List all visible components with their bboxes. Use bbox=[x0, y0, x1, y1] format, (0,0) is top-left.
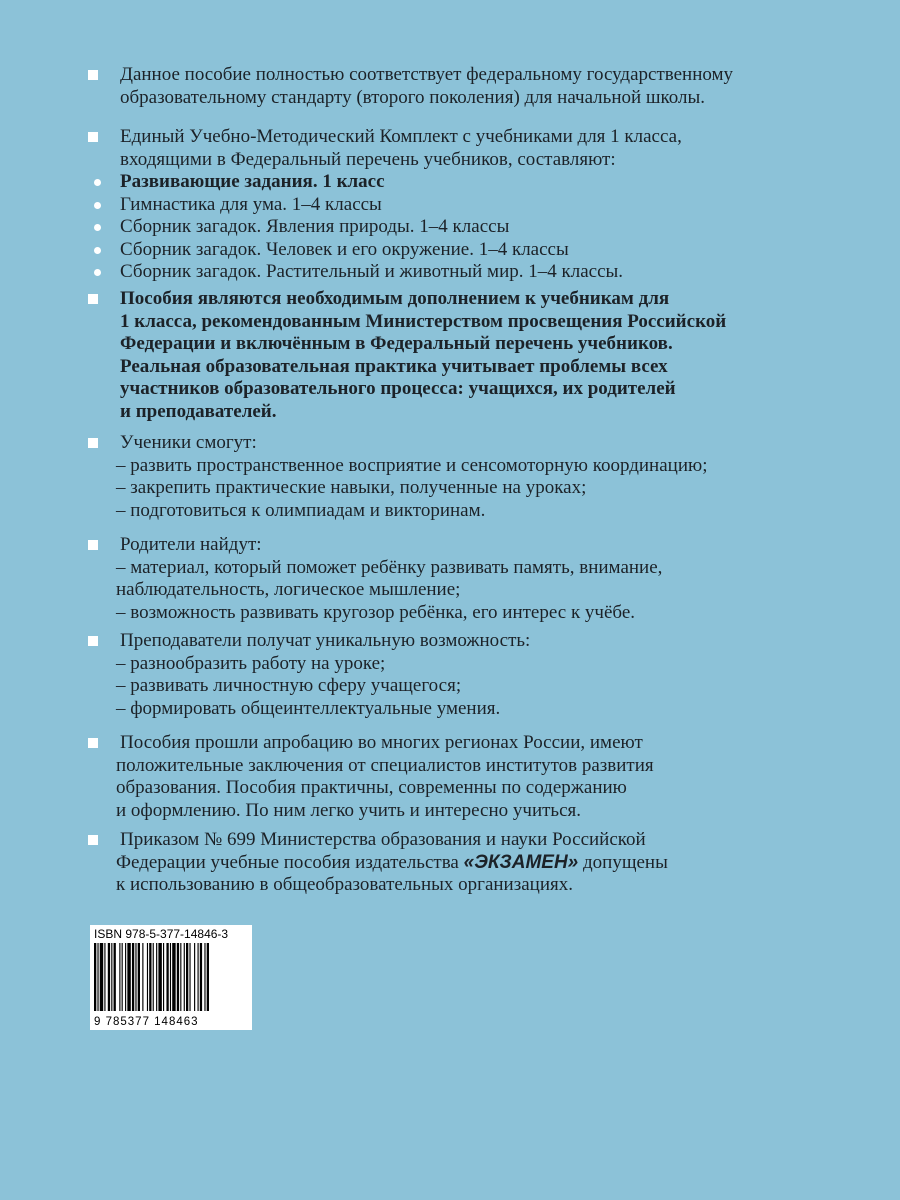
book-list-item: Гимнастика для ума. 1–4 классы bbox=[120, 194, 848, 217]
text-line: Пособия прошли апробацию во многих регионах России, имеют bbox=[120, 732, 643, 753]
text-line: Преподаватели получат уникальную возможность: bbox=[120, 630, 531, 651]
text-line: 1 класса, рекомендованным Министерством просвещения Российской bbox=[120, 310, 727, 332]
barcode-bar bbox=[127, 943, 130, 1011]
square-bullet-icon bbox=[88, 438, 98, 448]
text-line: – разнообразить работу на уроке; bbox=[116, 652, 386, 674]
barcode-bar bbox=[153, 943, 154, 1011]
section-parents bbox=[88, 534, 848, 624]
barcode-bar bbox=[108, 943, 110, 1011]
text-line: участников образовательного процесса: учащихся, их родителей bbox=[120, 378, 676, 399]
publisher-name: «ЭКЗАМЕН» bbox=[463, 851, 579, 873]
square-bullet-icon bbox=[88, 738, 98, 748]
book-list bbox=[120, 171, 848, 284]
barcode-bar bbox=[94, 943, 96, 1011]
square-bullet-icon bbox=[88, 636, 98, 646]
isbn-barcode bbox=[90, 925, 252, 1030]
barcode-bar bbox=[156, 943, 157, 1011]
barcode-bar bbox=[119, 943, 120, 1011]
section-supplement bbox=[88, 288, 848, 423]
text-line: Реальная образовательная практика учитывает проблемы всех bbox=[120, 355, 668, 377]
text-line: – подготовиться к олимпиадам и викторинам. bbox=[116, 499, 486, 521]
text-line: – закрепить практические навыки, полученные на уроках; bbox=[116, 477, 587, 498]
text-line: наблюдательность, логическое мышление; bbox=[116, 579, 461, 600]
text-line: Федерации учебные пособия издательства «ЭКЗАМЕН» допущены bbox=[116, 851, 668, 873]
book-list-item: Сборник загадок. Человек и его окружение. 1–4 классы bbox=[120, 239, 848, 262]
barcode-bar bbox=[200, 943, 202, 1011]
square-bullet-icon bbox=[88, 70, 98, 80]
barcode-bar bbox=[97, 943, 98, 1011]
square-bullet-icon bbox=[88, 294, 98, 304]
barcode-bar bbox=[166, 943, 168, 1011]
barcode-bar bbox=[177, 943, 179, 1011]
barcode-bar bbox=[194, 943, 195, 1011]
text-line: образовательному стандарту (второго поколения) для начальной школы. bbox=[120, 86, 706, 108]
text-line: – формировать общеинтеллектуальные умения. bbox=[116, 697, 501, 719]
dot-bullet-icon bbox=[94, 247, 101, 254]
text-line: и преподавателей. bbox=[120, 400, 277, 422]
barcode-bar bbox=[172, 943, 175, 1011]
isbn-label: ISBN 978-5-377-14846-3 bbox=[94, 927, 229, 941]
text-line: к использованию в общеобразовательных организациях. bbox=[116, 874, 573, 895]
section-umk bbox=[88, 126, 848, 284]
section-approbation bbox=[88, 732, 848, 822]
section-teachers bbox=[88, 630, 848, 720]
barcode-bar bbox=[163, 943, 164, 1011]
barcode-bar bbox=[125, 943, 126, 1011]
barcode-bar bbox=[158, 943, 161, 1011]
barcode-bar bbox=[147, 943, 148, 1011]
text-line: – развить пространственное восприятие и сенсомоторную координацию; bbox=[116, 454, 708, 476]
text-line: Федерации и включённым в Федеральный перечень учебников. bbox=[120, 333, 673, 354]
square-bullet-icon bbox=[88, 835, 98, 845]
book-list-item: Сборник загадок. Растительный и животный мир. 1–4 классы. bbox=[120, 261, 848, 284]
barcode-digits: 9 785377 148463 bbox=[94, 1016, 199, 1028]
dot-bullet-icon bbox=[94, 202, 101, 209]
barcode-bar bbox=[170, 943, 171, 1011]
text-line: входящими в Федеральный перечень учебников, составляют: bbox=[120, 148, 616, 170]
dot-bullet-icon bbox=[94, 269, 101, 276]
barcode-icon bbox=[94, 943, 248, 1011]
barcode-bar bbox=[207, 943, 209, 1011]
barcode-bar bbox=[142, 943, 143, 1011]
book-list-item: Сборник загадок. Явления природы. 1–4 классы bbox=[120, 216, 848, 239]
text-line: – возможность развивать кругозор ребёнка, его интерес к учёбе. bbox=[116, 601, 636, 623]
text-line: Ученики смогут: bbox=[120, 432, 257, 453]
dot-bullet-icon bbox=[94, 179, 101, 186]
text-line: и оформлению. По ним легко учить и интересно учиться. bbox=[116, 799, 582, 821]
text-line: образования. Пособия практичны, современны по содержанию bbox=[116, 777, 627, 798]
barcode-bar bbox=[135, 943, 136, 1011]
dot-bullet-icon bbox=[94, 224, 101, 231]
text-line: положительные заключения от специалистов институтов развития bbox=[116, 754, 654, 776]
barcode-bar bbox=[184, 943, 185, 1011]
barcode-bar bbox=[149, 943, 151, 1011]
text-line: – материал, который поможет ребёнку развивать память, внимание, bbox=[116, 556, 663, 578]
barcode-bar bbox=[186, 943, 188, 1011]
text-line: – развивать личностную сферу учащегося; bbox=[116, 675, 462, 696]
barcode-bar bbox=[114, 943, 116, 1011]
text-line: Приказом № 699 Министерства образования и науки Российской bbox=[120, 829, 646, 850]
text-line: Пособия являются необходимым дополнением к учебникам для bbox=[120, 288, 670, 309]
barcode-bar bbox=[189, 943, 190, 1011]
barcode-bar bbox=[204, 943, 205, 1011]
square-bullet-icon bbox=[88, 540, 98, 550]
square-bullet-icon bbox=[88, 132, 98, 142]
barcode-bar bbox=[198, 943, 199, 1011]
barcode-bar bbox=[180, 943, 181, 1011]
section-order bbox=[88, 829, 848, 897]
section-fgos bbox=[88, 64, 848, 109]
text-line: Данное пособие полностью соответствует федеральному государственному bbox=[120, 64, 734, 85]
barcode-bar bbox=[104, 943, 105, 1011]
barcode-bar bbox=[111, 943, 112, 1011]
barcode-bar bbox=[132, 943, 134, 1011]
text-line: Родители найдут: bbox=[120, 534, 262, 555]
barcode-bar bbox=[100, 943, 103, 1011]
barcode-bar bbox=[138, 943, 140, 1011]
book-list-item: Развивающие задания. 1 класс bbox=[120, 171, 848, 194]
section-students bbox=[88, 432, 848, 522]
barcode-bar bbox=[122, 943, 123, 1011]
text-line: Единый Учебно-Методический Комплект с учебниками для 1 класса, bbox=[120, 126, 682, 147]
